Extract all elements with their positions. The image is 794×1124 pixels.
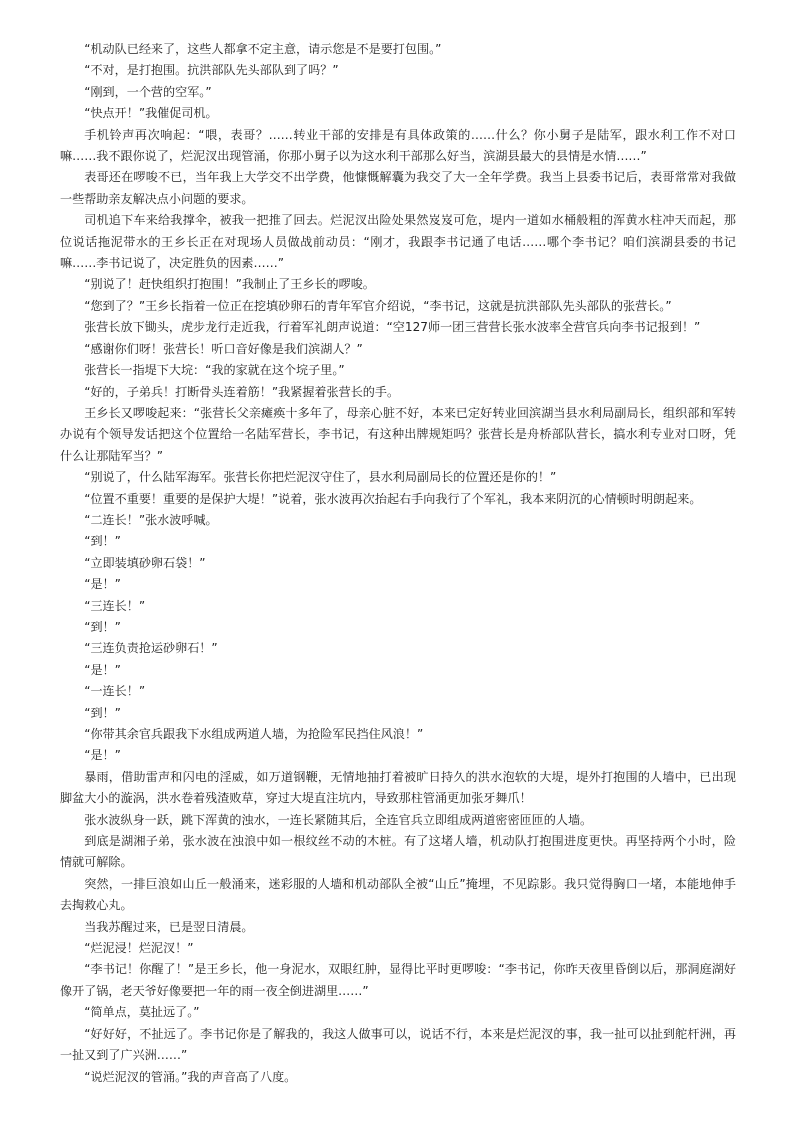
paragraph: 暴雨，借助雷声和闪电的淫威，如万道钢鞭，无情地抽打着被旷日持久的洪水泡软的大堤，堤外打抱围的人墙中，已出现脚盆大小的漩涡，洪水卷着残渣败草，穿过大堤直注坑内，导致那柱管涌更加张牙舞爪！ (60, 769, 736, 806)
paragraph: “机动队已经来了，这些人都拿不定主意，请示您是不是要打包围。” (84, 42, 442, 56)
paragraph: 到底是湖湘子弟，张水波在浊浪中如一根纹丝不动的木桩。有了这堵人墙，机动队打抱围进度更快。再坚持两个小时，险情就可解除。 (60, 834, 736, 870)
paragraph: “好好好，不扯远了。李书记你是了解我的，我这人做事可以，说话不行，本来是烂泥汊的事，我一扯可以扯到舵杆洲，再一扯又到了广兴洲……” (60, 1026, 736, 1063)
paragraph: 王乡长又啰唆起来：“张营长父亲瘫痪十多年了，母亲心脏不好，本来已定好转业回滨湖当县水利局副局长，组织部和军转办说有个领导发话把这个位置给一名陆军营长，李书记，有这种出牌规矩吗？张营长是舟桥部队营长，搞水利专业对口呀，凭什么让那陆军当？” (60, 405, 736, 463)
paragraph: “是！” (84, 577, 121, 592)
paragraph: “李书记！你醒了！”是王乡长，他一身泥水，双眼红肿，显得比平时更啰唆：“李书记，你昨天夜里昏倒以后，那洞庭湖好像开了锅，老天爷好像要把一年的雨一夜全倒进湖里……” (60, 962, 736, 998)
paragraph: “好的，子弟兵！打断骨头连着筋！”我紧握着张营长的手。 (84, 384, 400, 399)
paragraph: “感谢你们呀！张营长！听口音好像是我们滨湖人？” (84, 341, 363, 356)
paragraph: 张营长一指堤下大垸：“我的家就在这个垸子里。” (84, 363, 345, 378)
paragraph: “您到了？”王乡长指着一位正在挖填砂卵石的青年军官介绍说，“李书记，这就是抗洪部队先头部队的张营长。” (84, 298, 672, 313)
paragraph: “快点开！”我催促司机。 (84, 106, 218, 121)
paragraph: “是！” (84, 662, 121, 677)
paragraph: “三连负责抢运砂卵石！” (84, 641, 218, 656)
paragraph: “到！” (84, 534, 121, 549)
paragraph: “烂泥浸！烂泥汊！” (84, 941, 194, 956)
paragraph: “简单点，莫扯远了。” (84, 1005, 200, 1020)
paragraph: 张水波纵身一跃，跳下浑黄的浊水，一连长紧随其后，全连官兵立即组成两道密密匝匝的人墙。 (84, 812, 593, 827)
paragraph: 张营长放下锄头，虎步龙行走近我，行着军礼朗声说道：“空127师一团三营营长张水波率全营官兵向李书记报到！” (84, 320, 701, 335)
paragraph: “立即装填砂卵石袋！” (84, 555, 206, 570)
paragraph: “三连长！” (84, 598, 146, 613)
paragraph: “二连长！”张水波呼喊。 (84, 512, 218, 527)
paragraph: “别说了！赶快组织打抱围！”我制止了王乡长的啰唆。 (84, 277, 375, 292)
paragraph: 司机追下车来给我撑伞，被我一把推了回去。烂泥汊出险处果然岌岌可危，堤内一道如水桶般粗的浑黄水柱冲天而起，那位说话拖泥带水的王乡长正在对现场人员做战前动员：“刚才，我跟李书记通了电话……哪个李书记？咱们滨湖县委的书记嘛……李书记说了，决定胜负的因素……” (60, 213, 736, 271)
paragraph: 手机铃声再次响起：“喂，表哥？……转业干部的安排是有具体政策的……什么？你小舅子是陆军，跟水利工作不对口嘛……我不跟你说了，烂泥汊出现管涌，你那小舅子以为这水利干部那么好当，滨湖县最大的县情是水情……” (60, 127, 736, 164)
paragraph: “是！” (84, 748, 121, 763)
paragraph: “位置不重要！重要的是保护大堤！”说着，张水波再次抬起右手向我行了个军礼，我本来阴沉的心情顿时明朗起来。 (84, 491, 702, 506)
paragraph: “到！” (84, 705, 121, 720)
paragraph: “到！” (84, 619, 121, 634)
paragraph: 当我苏醒过来，已是翌日清晨。 (84, 919, 254, 934)
paragraph: “一连长！” (84, 684, 146, 699)
paragraph: “不对，是打抱围。抗洪部队先头部队到了吗？” (84, 63, 339, 78)
paragraph: “你带其余官兵跟我下水组成两道人墙，为抢险军民挡住风浪！” (84, 727, 424, 741)
story-body (60, 39, 736, 1088)
paragraph: “说烂泥汊的管涌。”我的声音高了八度。 (84, 1069, 297, 1084)
paragraph: “别说了，什么陆军海军。张营长你把烂泥汊守住了，县水利局副局长的位置还是你的！” (84, 470, 557, 485)
paragraph: 表哥还在啰唆不已，当年我上大学交不出学费，他慷慨解囊为我交了大一全年学费。我当上县委书记后，表哥常常对我做一些帮助亲友解决点小问题的要求。 (60, 170, 736, 206)
paragraph: 突然，一排巨浪如山丘一般涌来，迷彩服的人墙和机动部队全被“山丘”掩埋，不见踪影。我只觉得胸口一堵，本能地伸手去掏救心丸。 (60, 876, 736, 913)
paragraph: “刚到，一个营的空军。” (84, 84, 212, 99)
